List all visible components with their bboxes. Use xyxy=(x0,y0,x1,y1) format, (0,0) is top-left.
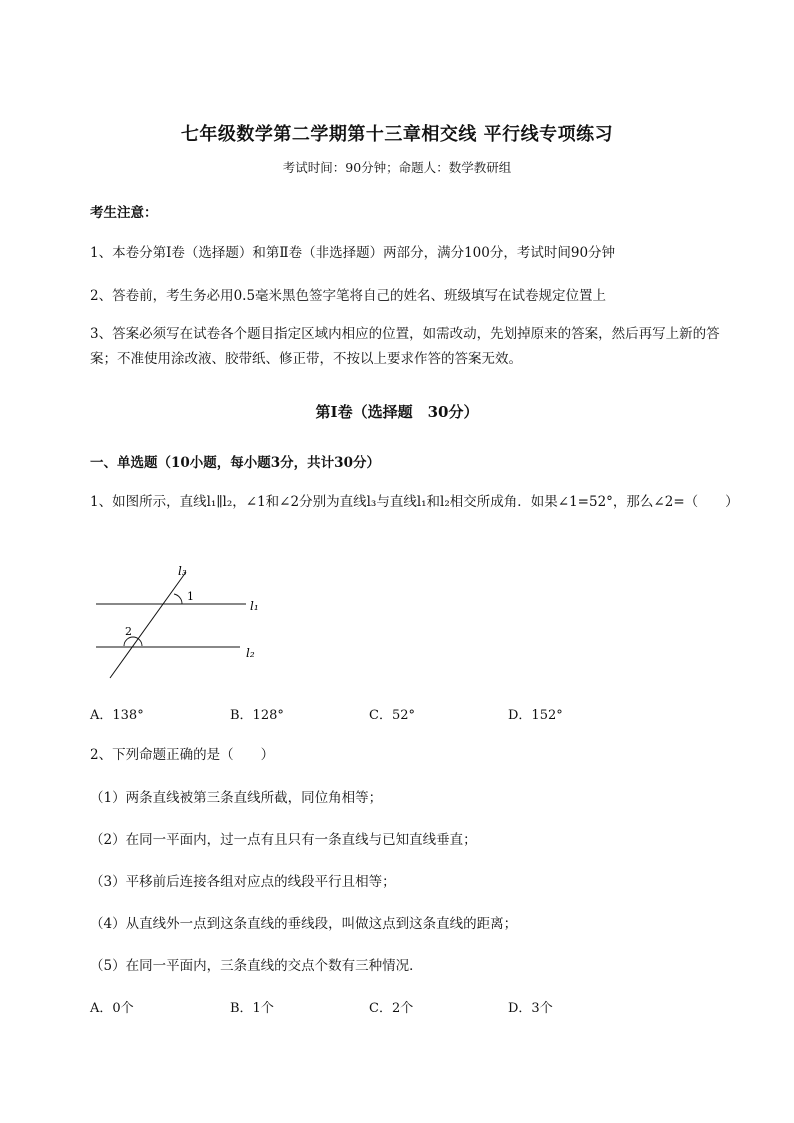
page-title: 七年级数学第二学期第十三章相交线 平行线专项练习 xyxy=(180,124,614,145)
angle-2-arc xyxy=(124,637,142,646)
question-1-stem: 1、如图所示，直线l₁∥l₂，∠1和∠2分别为直线l₃与直线l₁和l₂相交所成角．如果∠1=52°，那么∠2=（ ） xyxy=(90,494,739,510)
label-l3: l₃ xyxy=(178,564,187,578)
q2-statement-1: （1）两条直线被第三条直线所截，同位角相等； xyxy=(90,790,383,806)
q2-statement-5: （5）在同一平面内，三条直线的交点个数有三种情况． xyxy=(90,958,423,974)
label-angle-1: 1 xyxy=(187,590,194,603)
q2-statement-3: （3）平移前后连接各组对应点的线段平行且相等； xyxy=(90,874,396,890)
notice-item-1: 1、本卷分第I卷（选择题）和第Ⅱ卷（非选择题）两部分，满分100分，考试时间90分钟 xyxy=(90,245,616,261)
q1-option-b: B．128° xyxy=(230,708,284,723)
angle-1-arc xyxy=(174,594,182,604)
q2-option-b: B．1个 xyxy=(230,1001,274,1016)
q2-option-c: C．2个 xyxy=(369,1001,414,1016)
q2-statement-2: （2）在同一平面内，过一点有且只有一条直线与已知直线垂直； xyxy=(90,832,477,848)
section-title: 第I卷（选择题 30分） xyxy=(315,403,479,421)
page-subtitle: 考试时间：90分钟；命题人：数学教研组 xyxy=(282,160,512,175)
label-l1: l₁ xyxy=(250,599,259,613)
notice-item-3: 3、答案必须写在试卷各个题目指定区域内相应的位置，如需改动，先划掉原来的答案，然后再写上新的答案；不准使用涂改液、胶带纸、修正带，不按以上要求作答的答案无效。 xyxy=(90,326,720,367)
notice-heading: 考生注意： xyxy=(90,205,158,221)
notice-item-2: 2、答卷前，考生务必用0.5毫米黑色签字笔将自己的姓名、班级填写在试卷规定位置上 xyxy=(90,288,607,304)
q2-statement-4: （4）从直线外一点到这条直线的垂线段，叫做这点到这条直线的距离； xyxy=(90,916,518,932)
q1-option-d: D．152° xyxy=(508,708,563,723)
part-title: 一、单选题（10小题，每小题3分，共计30分） xyxy=(90,455,380,471)
label-angle-2: 2 xyxy=(125,625,132,638)
q1-option-c: C．52° xyxy=(369,708,415,723)
q2-option-a: A．0个 xyxy=(90,1001,134,1016)
q2-option-d: D．3个 xyxy=(508,1001,553,1016)
parallel-lines-figure xyxy=(90,560,270,685)
label-l2: l₂ xyxy=(246,646,255,660)
question-2-stem: 2、下列命题正确的是（ ） xyxy=(90,747,275,763)
q1-option-a: A．138° xyxy=(90,708,144,723)
